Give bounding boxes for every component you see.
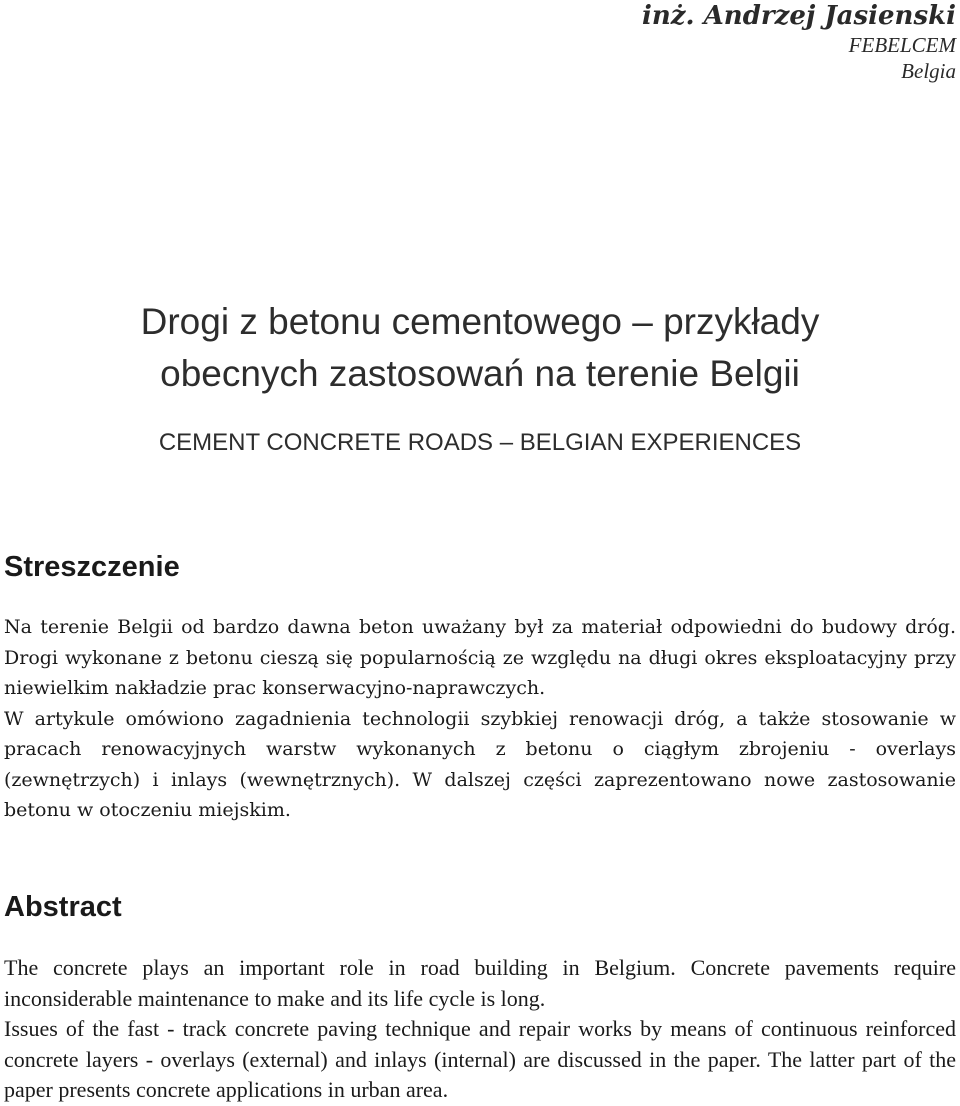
abstract-heading: Abstract <box>4 891 122 923</box>
abstract-body <box>4 953 956 1106</box>
author-organization: FEBELCEM <box>848 33 956 57</box>
paper-title <box>0 296 960 400</box>
summary-heading: Streszczenie <box>4 551 180 583</box>
paper-subtitle: CEMENT CONCRETE ROADS – BELGIAN EXPERIENCES <box>158 429 802 456</box>
summary-paragraph: W artykule omówiono zagadnienia technologii szybkiej renowacji dróg, a także stosowanie w pracach renowacyjnych warstw wykonanych z betonu o ciągłym zbrojeniu - overlays (zewnętrzych) i inlays (wewnętrznych). W dalszej części zaprezentowano nowe zastosowanie betonu w otoczeniu miejskim. <box>4 707 956 821</box>
abstract-paragraph: Issues of the fast - track concrete paving technique and repair works by means of continuous reinforced concrete layers - overlays (external) and inlays (internal) are discussed in the paper. The latter part of the paper presents concrete applications in urban area. <box>4 1016 956 1102</box>
abstract-paragraph: The concrete plays an important role in road building in Belgium. Concrete pavements require inconsiderable maintenance to make and its life cycle is long. <box>4 955 956 1011</box>
summary-body <box>4 612 956 826</box>
title-line-2: obecnych zastosowań na terenie Belgii <box>160 353 800 394</box>
summary-paragraph: Na terenie Belgii od bardzo dawna beton uważany był za materiał odpowiedni do budowy dróg. Drogi wykonane z betonu cieszą się popularnością ze względu na długi okres eksploatacyjny przy niewielkim nakładzie prac konserwacyjno-naprawczych. <box>4 616 956 699</box>
author-country: Belgia <box>901 59 956 83</box>
author-name: inż. Andrzej Jasienski <box>641 1 956 31</box>
title-line-1: Drogi z betonu cementowego – przykłady <box>140 301 820 342</box>
author-block <box>642 0 956 84</box>
